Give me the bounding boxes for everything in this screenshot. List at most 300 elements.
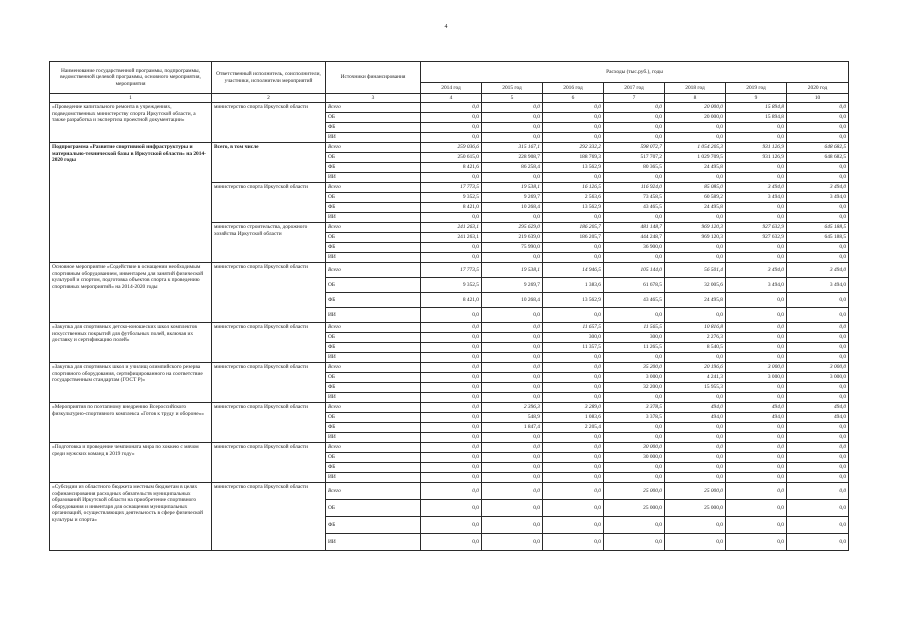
expense-value: 927 632,9 — [726, 223, 787, 233]
expense-value: 17 773,5 — [421, 183, 482, 193]
expense-value: 43 465,5 — [604, 203, 665, 213]
expense-value: 9 352,5 — [421, 278, 482, 293]
expense-value: 3 000,0 — [726, 363, 787, 373]
expense-value: 0,0 — [665, 453, 726, 463]
header-program: Наименование государственной программы, подпрограммы, ведомственной целевой программы, основного мероприятия, мероприятия — [50, 62, 212, 94]
expense-value: 0,0 — [665, 353, 726, 363]
expense-value: 0,0 — [543, 253, 604, 263]
expense-value: 0,0 — [726, 323, 787, 333]
expense-value: 0,0 — [482, 308, 543, 323]
expense-value: 494,0 — [787, 403, 849, 413]
expense-value: 0,0 — [604, 473, 665, 483]
expense-value: 0,0 — [787, 308, 849, 323]
expense-value: 0,0 — [726, 163, 787, 173]
funding-source: ИИ — [326, 534, 421, 551]
expense-value: 969 120,3 — [665, 233, 726, 243]
expense-value: 24 495,8 — [665, 163, 726, 173]
expense-value: 0,0 — [787, 173, 849, 183]
table-row — [50, 263, 849, 278]
expense-value: 0,0 — [604, 123, 665, 133]
expense-value: 0,0 — [482, 323, 543, 333]
expense-value: 0,0 — [421, 333, 482, 343]
header-year: 2019 год — [726, 83, 787, 94]
expense-value: 645 188,5 — [787, 223, 849, 233]
funding-source: Всего — [326, 143, 421, 153]
expense-value: 30 000,0 — [604, 453, 665, 463]
executor-name: министерство спорта Иркутской области — [212, 403, 326, 443]
expense-value: 0,0 — [726, 534, 787, 551]
expense-value: 0,0 — [482, 353, 543, 363]
expense-value: 0,0 — [726, 123, 787, 133]
executor-name: министерство спорта Иркутской области — [212, 363, 326, 403]
expense-value: 0,0 — [604, 308, 665, 323]
expense-value: 548,9 — [482, 413, 543, 423]
column-number: 6 — [543, 94, 604, 103]
expense-value: 0,0 — [726, 483, 787, 500]
funding-source: ФБ — [326, 517, 421, 534]
expense-value: 0,0 — [726, 500, 787, 517]
expense-value: 0,0 — [787, 453, 849, 463]
expense-value: 0,0 — [787, 353, 849, 363]
expense-value: 0,0 — [543, 353, 604, 363]
expense-value: 0,0 — [543, 393, 604, 403]
expense-value: 0,0 — [482, 443, 543, 453]
expense-value: 3 494,0 — [726, 263, 787, 278]
column-number: 9 — [726, 94, 787, 103]
expense-value: 0,0 — [787, 463, 849, 473]
expense-value: 8 421,0 — [421, 293, 482, 308]
expense-value: 61 678,5 — [604, 278, 665, 293]
expense-value: 0,0 — [604, 393, 665, 403]
expense-value: 13 562,9 — [543, 163, 604, 173]
expense-value: 0,0 — [421, 483, 482, 500]
expense-value: 11 357,5 — [543, 343, 604, 353]
expense-value: 0,0 — [726, 133, 787, 143]
funding-source: ИИ — [326, 213, 421, 223]
expense-value: 75 990,0 — [482, 243, 543, 253]
expense-value: 20 000,0 — [665, 103, 726, 113]
expense-value: 0,0 — [482, 253, 543, 263]
expense-value: 0,0 — [665, 534, 726, 551]
header-source: Источники финансирования — [326, 62, 421, 94]
expense-value: 0,0 — [482, 500, 543, 517]
expense-value: 0,0 — [665, 517, 726, 534]
expense-value: 0,0 — [604, 463, 665, 473]
expense-value: 0,0 — [787, 333, 849, 343]
expense-value: 0,0 — [604, 353, 665, 363]
expense-value: 0,0 — [726, 343, 787, 353]
expense-value: 0,0 — [482, 333, 543, 343]
expense-value: 0,0 — [665, 433, 726, 443]
expense-value: 0,0 — [543, 383, 604, 393]
funding-source: Всего — [326, 403, 421, 413]
expense-value: 11 657,5 — [543, 323, 604, 333]
expense-value: 116 924,0 — [604, 183, 665, 193]
expense-value: 0,0 — [421, 213, 482, 223]
funding-source: ОБ — [326, 453, 421, 463]
expense-value: 3 000,0 — [787, 373, 849, 383]
expense-value: 13 562,9 — [543, 293, 604, 308]
expense-value: 8 540,5 — [665, 343, 726, 353]
funding-source: ИИ — [326, 353, 421, 363]
expense-value: 0,0 — [726, 333, 787, 343]
expense-value: 0,0 — [543, 453, 604, 463]
expense-value: 0,0 — [787, 213, 849, 223]
expense-value: 105 144,0 — [604, 263, 665, 278]
expense-value: 1 847,4 — [482, 423, 543, 433]
expense-value: 0,0 — [726, 383, 787, 393]
expense-value: 259 036,6 — [421, 143, 482, 153]
expense-value: 0,0 — [726, 173, 787, 183]
expense-value: 931 126,9 — [726, 153, 787, 163]
expense-value: 3 494,0 — [726, 183, 787, 193]
header-executor: Ответственный исполнитель, соисполнители, участники, исполнители мероприятий — [212, 62, 326, 94]
expense-value: 0,0 — [543, 213, 604, 223]
budget-table — [49, 61, 849, 551]
expense-value: 0,0 — [482, 213, 543, 223]
expense-value: 188 769,3 — [543, 153, 604, 163]
expense-value: 0,0 — [421, 113, 482, 123]
expense-value: 0,0 — [482, 517, 543, 534]
expense-value: 0,0 — [421, 323, 482, 333]
expense-value: 0,0 — [482, 383, 543, 393]
expense-value: 0,0 — [421, 383, 482, 393]
header-year: 2014 год — [421, 83, 482, 94]
expense-value: 0,0 — [421, 363, 482, 373]
expense-value: 0,0 — [787, 253, 849, 263]
expense-value: 241 263,1 — [421, 223, 482, 233]
funding-source: ФБ — [326, 463, 421, 473]
expense-value: 481 148,7 — [604, 223, 665, 233]
funding-source: ИИ — [326, 393, 421, 403]
expense-value: 0,0 — [665, 463, 726, 473]
expense-value: 0,0 — [604, 173, 665, 183]
expense-value: 0,0 — [543, 113, 604, 123]
page-number: 4 — [444, 24, 448, 30]
expense-value: 0,0 — [604, 517, 665, 534]
expense-value: 10 268,4 — [482, 203, 543, 213]
expense-value: 0,0 — [421, 393, 482, 403]
expense-value: 494,0 — [726, 403, 787, 413]
executor-name: Всего, в том числе — [212, 143, 326, 183]
expense-value: 0,0 — [665, 133, 726, 143]
expense-value: 494,0 — [787, 413, 849, 423]
expense-value: 25 000,0 — [604, 483, 665, 500]
expense-value: 0,0 — [787, 123, 849, 133]
executor-name: министерство спорта Иркутской области — [212, 103, 326, 143]
table-row — [50, 363, 849, 373]
expense-value: 2 276,3 — [665, 333, 726, 343]
expense-value: 1 029 709,5 — [665, 153, 726, 163]
expense-value: 494,0 — [665, 413, 726, 423]
executor-name: министерство строительства, дорожного хозяйства Иркутской области — [212, 223, 326, 263]
expense-value: 0,0 — [421, 173, 482, 183]
expense-value: 444 248,7 — [604, 233, 665, 243]
expense-value: 0,0 — [421, 308, 482, 323]
expense-value: 14 946,5 — [543, 263, 604, 278]
expense-value: 80 365,5 — [604, 163, 665, 173]
expense-value: 16 126,5 — [543, 183, 604, 193]
expense-value: 0,0 — [787, 113, 849, 123]
expense-value: 9 269,7 — [482, 278, 543, 293]
expense-value: 0,0 — [543, 534, 604, 551]
expense-value: 0,0 — [665, 308, 726, 323]
expense-value: 0,0 — [482, 463, 543, 473]
expense-value: 3 494,0 — [787, 278, 849, 293]
expense-value: 300,0 — [543, 333, 604, 343]
expense-value: 648 682,5 — [787, 143, 849, 153]
executor-name: министерство спорта Иркутской области — [212, 263, 326, 323]
table-row — [50, 483, 849, 500]
expense-value: 0,0 — [421, 463, 482, 473]
expense-value: 0,0 — [665, 423, 726, 433]
expense-value: 0,0 — [726, 308, 787, 323]
expense-value: 0,0 — [726, 213, 787, 223]
expense-value: 517 707,2 — [604, 153, 665, 163]
expense-value: 250 615,0 — [421, 153, 482, 163]
expense-value: 15 894,8 — [726, 113, 787, 123]
expense-value: 25 000,0 — [604, 500, 665, 517]
expense-value: 11 565,5 — [604, 323, 665, 333]
program-name: «Закупка для спортивных школ и училищ олимпийского резерва спортивного оборудования, сертифицированного на соответствие государственным стандартам (ГОСТ Р)» — [50, 363, 212, 403]
expense-value: 0,0 — [543, 443, 604, 453]
expense-value: 3 289,0 — [543, 403, 604, 413]
funding-source: ИИ — [326, 473, 421, 483]
funding-source: ИИ — [326, 173, 421, 183]
expense-value: 0,0 — [787, 500, 849, 517]
expense-value: 0,0 — [543, 173, 604, 183]
expense-value: 0,0 — [665, 443, 726, 453]
expense-value: 0,0 — [543, 103, 604, 113]
expense-value: 0,0 — [787, 483, 849, 500]
expense-value: 3 000,0 — [604, 373, 665, 383]
expense-value: 0,0 — [543, 500, 604, 517]
expense-value: 3 494,0 — [726, 278, 787, 293]
expense-value: 0,0 — [482, 534, 543, 551]
expense-value: 0,0 — [787, 243, 849, 253]
expense-value: 2 205,4 — [543, 423, 604, 433]
funding-source: ИИ — [326, 133, 421, 143]
expense-value: 598 072,7 — [604, 143, 665, 153]
expense-value: 0,0 — [787, 393, 849, 403]
column-number: 3 — [326, 94, 421, 103]
expense-value: 0,0 — [543, 483, 604, 500]
expense-value: 0,0 — [726, 517, 787, 534]
expense-value: 0,0 — [787, 517, 849, 534]
funding-source: Всего — [326, 183, 421, 193]
expense-value: 32 005,6 — [665, 278, 726, 293]
program-name: «Подготовка и проведение чемпионата мира по хоккею с мячом среди мужских команд в 2019 году» — [50, 443, 212, 483]
expense-value: 0,0 — [726, 433, 787, 443]
expense-value: 969 120,3 — [665, 223, 726, 233]
expense-value: 3 494,0 — [726, 193, 787, 203]
expense-value: 0,0 — [604, 433, 665, 443]
expense-value: 0,0 — [482, 453, 543, 463]
expense-value: 315 167,1 — [482, 143, 543, 153]
expense-value: 8 421,6 — [421, 163, 482, 173]
expense-value: 3 494,0 — [787, 193, 849, 203]
expense-value: 10 816,8 — [665, 323, 726, 333]
expense-value: 0,0 — [482, 173, 543, 183]
expense-value: 20 196,6 — [665, 363, 726, 373]
expense-value: 2 396,3 — [482, 403, 543, 413]
funding-source: Всего — [326, 483, 421, 500]
expense-value: 9 352,5 — [421, 193, 482, 203]
expense-value: 0,0 — [543, 373, 604, 383]
funding-source: ИИ — [326, 253, 421, 263]
column-number: 2 — [212, 94, 326, 103]
expense-value: 1 383,6 — [543, 278, 604, 293]
expense-value: 0,0 — [726, 423, 787, 433]
expense-value: 25 000,0 — [665, 500, 726, 517]
expense-value: 0,0 — [604, 133, 665, 143]
expense-value: 10 268,4 — [482, 293, 543, 308]
expense-value: 0,0 — [665, 213, 726, 223]
expense-value: 0,0 — [665, 253, 726, 263]
header-year: 2016 год — [543, 83, 604, 94]
table-row — [50, 443, 849, 453]
funding-source: ОБ — [326, 278, 421, 293]
expense-value: 0,0 — [421, 473, 482, 483]
expense-value: 13 562,9 — [543, 203, 604, 213]
expense-value: 0,0 — [482, 103, 543, 113]
expense-value: 0,0 — [421, 433, 482, 443]
expense-value: 25 000,0 — [665, 483, 726, 500]
expense-value: 300,0 — [604, 333, 665, 343]
expense-value: 20 000,0 — [665, 113, 726, 123]
table-row — [50, 403, 849, 413]
funding-source: ФБ — [326, 423, 421, 433]
funding-source: Всего — [326, 323, 421, 333]
expense-value: 43 465,5 — [604, 293, 665, 308]
expense-value: 0,0 — [787, 343, 849, 353]
expense-value: 0,0 — [543, 363, 604, 373]
expense-value: 4 241,3 — [665, 373, 726, 383]
expense-value: 3 494,0 — [787, 263, 849, 278]
expense-value: 2 563,6 — [543, 193, 604, 203]
column-number: 5 — [482, 94, 543, 103]
program-name: Основное мероприятие «Содействие в оснащении необходимым спортивным оборудованием, инвентарем для занятий физической культурой и спортом, подготовка объектов спорта к проведению спортивных мероприятий» на 2014-2020 годы — [50, 263, 212, 323]
funding-source: ОБ — [326, 193, 421, 203]
expense-value: 0,0 — [665, 173, 726, 183]
expense-value: 0,0 — [421, 123, 482, 133]
expense-value: 24 495,8 — [665, 203, 726, 213]
expense-value: 0,0 — [421, 343, 482, 353]
expense-value: 0,0 — [787, 383, 849, 393]
table-body — [50, 103, 849, 551]
expense-value: 0,0 — [482, 133, 543, 143]
funding-source: ФБ — [326, 343, 421, 353]
expense-value: 73 458,5 — [604, 193, 665, 203]
expense-value: 0,0 — [726, 253, 787, 263]
expense-value: 0,0 — [421, 423, 482, 433]
funding-source: ФБ — [326, 123, 421, 133]
expense-value: 0,0 — [482, 433, 543, 443]
expense-value: 0,0 — [482, 483, 543, 500]
expense-value: 0,0 — [421, 103, 482, 113]
expense-value: 0,0 — [726, 353, 787, 363]
expense-value: 931 126,9 — [726, 143, 787, 153]
expense-value: 0,0 — [482, 363, 543, 373]
expense-value: 19 538,1 — [482, 183, 543, 193]
program-name: «Проведение капитального ремонта в учреждениях, подведомственных министерству спорта Иркутской области, а также разработка и экспертиза проектной документации» — [50, 103, 212, 143]
expense-value: 0,0 — [543, 473, 604, 483]
expense-value: 0,0 — [665, 473, 726, 483]
expense-value: 494,0 — [726, 413, 787, 423]
funding-source: ОБ — [326, 500, 421, 517]
expense-value: 0,0 — [543, 123, 604, 133]
funding-source: ОБ — [326, 113, 421, 123]
expense-value: 0,0 — [604, 534, 665, 551]
expense-value: 0,0 — [665, 243, 726, 253]
expense-value: 0,0 — [726, 463, 787, 473]
expense-value: 0,0 — [604, 213, 665, 223]
expense-value: 0,0 — [421, 243, 482, 253]
expense-value: 241 263,1 — [421, 233, 482, 243]
expense-value: 19 538,1 — [482, 263, 543, 278]
expense-value: 0,0 — [421, 453, 482, 463]
funding-source: Всего — [326, 363, 421, 373]
expense-value: 0,0 — [604, 103, 665, 113]
expense-value: 0,0 — [482, 113, 543, 123]
expense-value: 0,0 — [726, 293, 787, 308]
expense-value: 0,0 — [787, 163, 849, 173]
expense-value: 0,0 — [543, 433, 604, 443]
expense-value: 228 908,7 — [482, 153, 543, 163]
expense-value: 0,0 — [421, 534, 482, 551]
funding-source: ОБ — [326, 233, 421, 243]
expense-value: 0,0 — [482, 123, 543, 133]
expense-value: 0,0 — [482, 373, 543, 383]
expense-value: 24 495,8 — [665, 293, 726, 308]
expense-value: 0,0 — [787, 103, 849, 113]
expense-value: 0,0 — [421, 517, 482, 534]
expense-value: 3 494,0 — [787, 183, 849, 193]
funding-source: ФБ — [326, 203, 421, 213]
expense-value: 186 205,7 — [543, 233, 604, 243]
column-number: 8 — [665, 94, 726, 103]
funding-source: ОБ — [326, 413, 421, 423]
expense-value: 1 054 205,3 — [665, 143, 726, 153]
expense-value: 0,0 — [787, 443, 849, 453]
expense-value: 56 501,4 — [665, 263, 726, 278]
expense-value: 3 378,5 — [604, 403, 665, 413]
expense-value: 0,0 — [787, 133, 849, 143]
funding-source: ИИ — [326, 308, 421, 323]
expense-value: 3 000,0 — [726, 373, 787, 383]
table-row — [50, 323, 849, 333]
funding-source: ОБ — [326, 373, 421, 383]
expense-value: 30 000,0 — [604, 443, 665, 453]
expense-value: 186 205,7 — [543, 223, 604, 233]
funding-source: Всего — [326, 263, 421, 278]
expense-value: 0,0 — [665, 123, 726, 133]
expense-value: 32 200,0 — [604, 383, 665, 393]
expense-value: 36 900,0 — [604, 243, 665, 253]
program-name: «Мероприятия по поэтапному внедрению Всероссийского физкультурно-спортивного комплекса «Готов к труду и обороне»» — [50, 403, 212, 443]
header-year: 2015 год — [482, 83, 543, 94]
expense-value: 0,0 — [787, 423, 849, 433]
expense-value: 35 200,0 — [604, 363, 665, 373]
expense-value: 0,0 — [482, 393, 543, 403]
expense-value: 9 269,7 — [482, 193, 543, 203]
expense-value: 0,0 — [726, 473, 787, 483]
expense-value: 0,0 — [726, 243, 787, 253]
funding-source: ФБ — [326, 243, 421, 253]
expense-value: 60 589,2 — [665, 193, 726, 203]
column-number: 7 — [604, 94, 665, 103]
expense-value: 0,0 — [421, 403, 482, 413]
